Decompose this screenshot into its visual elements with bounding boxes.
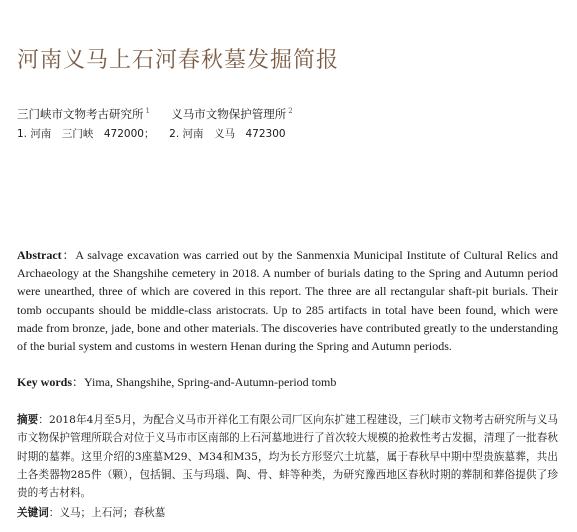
keywords-english xyxy=(17,373,336,390)
abstract-chinese-label: 摘要 xyxy=(17,414,39,426)
abstract-chinese-colon: ： xyxy=(38,414,49,426)
author-2-name: 义马市文物保护管理所 xyxy=(171,107,287,121)
keywords-english-colon: ： xyxy=(72,375,85,389)
abstract-english-text: A salvage excavation was carried out by the Sanmenxia Municipal Institute of Cultural Relics and Archaeology at the Shangshihe cemetery in 2018. A number of burials dating to the Spring and Autumn period were unearthed, three of which are covered in this report. The three are all rectangular shaft-pit burials. Their tomb occupants should be middle-class aristocrats. Up to 285 artifacts in total have been found, which were made from bronze, jade, bone and other materials. The discoveries have contributed greatly to the understanding of the burial system and customs in western Henan during the Spring and Autumn periods. xyxy=(17,248,558,354)
abstract-english xyxy=(17,246,558,355)
abstract-english-label: Abstract xyxy=(17,248,62,262)
affiliation-1: 1. 河南 三门峡 472000； xyxy=(17,128,155,140)
abstract-chinese-text: 2018年4月至5月，为配合义马市开祥化工有限公司厂区向东扩建工程建设，三门峡市文物考古研究所与义马市文物保护管理所联合对位于义马市市区南部的上石河墓地进行了首次较大规模的抢救性考古发掘，清理了一批春秋时期的墓葬。这里介绍的3座墓M29、M34和M35，均为长方形竖穴土坑墓，属于春秋早中期中型贵族墓葬，共出土各类器物285件（颗），包括铜、玉与玛瑙、陶、骨、蚌等种类，为研究豫西地区春秋时期的葬制和葬俗提供了珍贵的考古材料。 xyxy=(17,414,559,500)
keywords-english-text: Yima, Shangshihe, Spring-and-Autumn-period tomb xyxy=(84,375,337,389)
abstract-chinese xyxy=(17,411,558,502)
affiliation-line xyxy=(17,126,286,141)
author-2-affiliation-mark: 2 xyxy=(288,107,293,116)
keywords-english-label: Key words xyxy=(17,375,72,389)
keywords-chinese-label: 关键词 xyxy=(17,507,49,519)
article-title: 河南义马上石河春秋墓发掘简报 xyxy=(17,47,340,73)
keywords-chinese-text: 义马；上石河；春秋墓 xyxy=(59,507,166,519)
abstract-english-colon: ： xyxy=(61,248,76,262)
keywords-chinese xyxy=(17,505,165,520)
author-line xyxy=(17,106,293,122)
affiliation-2: 2. 河南 义马 472300 xyxy=(169,128,286,140)
keywords-chinese-colon: ： xyxy=(48,507,60,519)
author-1-name: 三门峡市文物考古研究所 xyxy=(17,107,144,121)
author-1-affiliation-mark: 1 xyxy=(145,107,150,116)
